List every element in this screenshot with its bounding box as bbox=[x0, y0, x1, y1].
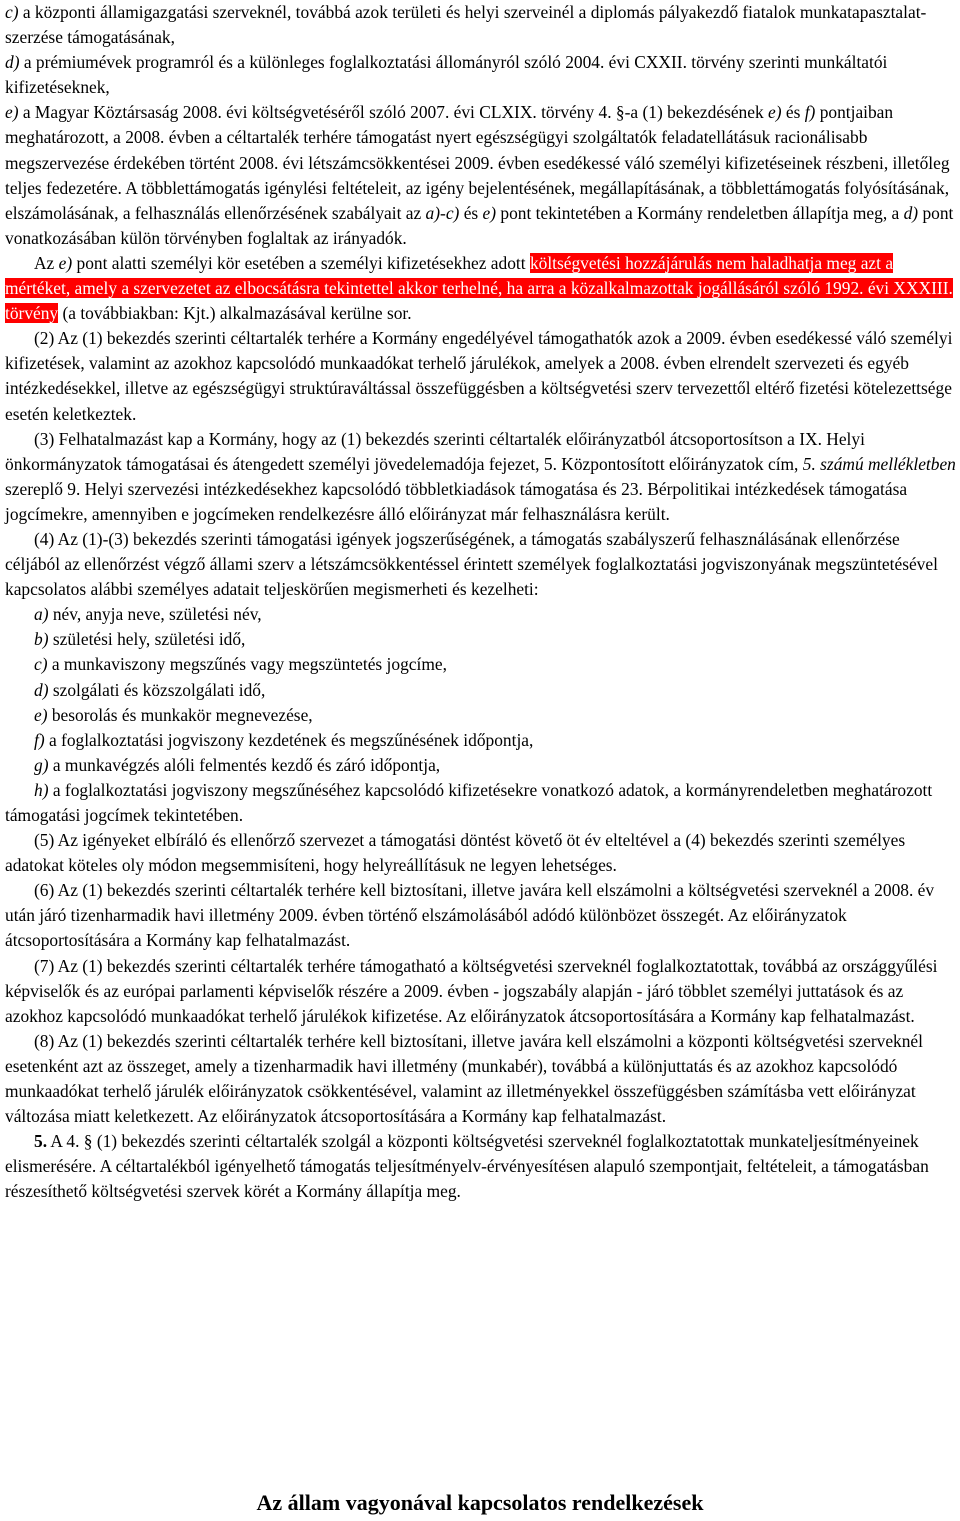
paragraph bbox=[5, 627, 957, 652]
paragraph bbox=[5, 728, 957, 753]
italic-reference: h) bbox=[34, 779, 49, 800]
text-run: Az bbox=[34, 252, 59, 273]
document-body bbox=[5, 0, 957, 1205]
text-run: a foglalkoztatási jogviszony kezdetének és megszűnésének időpontja, bbox=[44, 729, 534, 750]
italic-reference: e) bbox=[768, 102, 782, 123]
highlighted-text: költségvetési hozzájárulás nem haladhatja meg azt a mértéket, amely a szervezetet az elbocsátásra tekintettel akkor terhelné, ha arra a közalkalmazottak jogállásáról szóló 1992. évi XXXIII. törvény bbox=[5, 252, 953, 324]
italic-reference: d) bbox=[34, 679, 49, 700]
text-run: (5) Az igényeket elbíráló és ellenőrző szervezet a támogatási döntést követő öt év elteltével a (4) bekezdés szerinti személyes adatokat köteles oly módon megsemmisíteni, hogy helyreállításuk ne legyen lehetséges. bbox=[5, 830, 906, 876]
paragraph bbox=[5, 50, 957, 100]
paragraph bbox=[5, 427, 957, 527]
paragraph-list bbox=[5, 0, 957, 1205]
section-heading: Az állam vagyonával kapcsolatos rendelkezések bbox=[256, 1490, 704, 1515]
paragraph bbox=[5, 828, 957, 878]
text-run: a Magyar Köztársaság 2008. évi költségvetéséről szóló 2007. évi CLXIX. törvény 4. §-a (1) bekezdésének bbox=[18, 102, 769, 123]
paragraph bbox=[5, 0, 957, 50]
paragraph bbox=[5, 878, 957, 953]
paragraph bbox=[5, 954, 957, 1029]
paragraph bbox=[5, 1129, 957, 1204]
text-run: név, anyja neve, születési név, bbox=[48, 604, 262, 625]
text-run: pontjaiban meghatározott, a 2008. évben a céltartalék terhére támogatást nyert egészségügyi szolgáltatók feladatellátásuk racionálisabb megszervezése érdekében történt 2008. évi létszámcsökkentései 2009. évben esedékessé váló személyi kifizetéseinek részbeni, illetőleg teljes fedezetére. A többlettámogatás igénylési feltételeit, az igény bejelentésének, megállapításának, a többlettámogatás folyósításának, elszámolásának, a felhasználás ellenőrzésének szabályait az bbox=[5, 102, 950, 223]
text-run: szolgálati és közszolgálati idő, bbox=[48, 679, 266, 700]
paragraph bbox=[5, 678, 957, 703]
text-run: pont tekintetében a Kormány rendeletben állapítja meg, a bbox=[496, 202, 904, 223]
text-run: (a továbbiakban: Kjt.) alkalmazásával kerülne sor. bbox=[58, 303, 412, 324]
paragraph bbox=[5, 778, 957, 828]
paragraph bbox=[5, 652, 957, 677]
paragraph bbox=[5, 326, 957, 426]
paragraph bbox=[5, 703, 957, 728]
text-run: a munkaviszony megszűnés vagy megszüntetés jogcíme, bbox=[47, 654, 447, 675]
text-run: a munkavégzés alóli felmentés kezdő és záró időpontja, bbox=[48, 754, 441, 775]
text-run: pont vonatkozásában külön törvényben foglaltak az irányadók. bbox=[5, 202, 954, 248]
paragraph bbox=[5, 602, 957, 627]
paragraph bbox=[5, 251, 957, 326]
paragraph bbox=[5, 100, 957, 251]
text-run: (3) Felhatalmazást kap a Kormány, hogy az (1) bekezdés szerinti céltartalék előirányzatból átcsoportosítson a IX. Helyi önkormányzatok támogatásai és átengedett személyi jövedelemadója fejezet, 5. Központosított előirányzatok cím, bbox=[5, 428, 865, 474]
italic-reference: e) bbox=[482, 202, 497, 223]
text-run: (6) Az (1) bekezdés szerinti céltartalék terhére kell biztosítani, illetve javára kell elszámolni a költségvetési szerveknél a 2008. év után járó tizenharmadik havi illetmény 2009. évben történő elszámolásából adódó különbözet összegét. Az előirányzatok átcsoportosítására a Kormány kap felhatalmazást. bbox=[5, 880, 935, 951]
italic-reference: f) bbox=[34, 729, 45, 750]
paragraph bbox=[5, 1029, 957, 1129]
text-run: a prémiumévek programról és a különleges foglalkoztatási állományról szóló 2004. évi CXXII. törvény szerinti munkáltatói kifizetéseknek, bbox=[5, 52, 888, 98]
paragraph bbox=[5, 753, 957, 778]
italic-reference: f) bbox=[804, 102, 816, 123]
italic-reference: e) bbox=[5, 102, 19, 123]
italic-reference: g) bbox=[34, 754, 49, 775]
text-run: A 4. § (1) bekezdés szerinti céltartalék szolgál a központi költségvetési szerveknél foglalkoztatottak munkateljesítményeinek elismerésére. A céltartalékból igényelhető támogatás teljesítményelv-érvényesítésen alapuló szempontjait, feltételeit, a támogatásban részesíthető költségvetési szervek körét a Kormány állapítja meg. bbox=[5, 1131, 929, 1202]
italic-reference: e) bbox=[34, 704, 48, 725]
text-run: a foglalkoztatási jogviszony megszűnéséhez kapcsolódó kifizetésekre vonatkozó adatok, a kormányrendeletben meghatározott támogatási jogcímek tekintetében. bbox=[5, 779, 933, 825]
paragraph bbox=[5, 527, 957, 602]
text-run: (4) Az (1)-(3) bekezdés szerinti támogatási igények jogszerűségének, a támogatás szabályszerű felhasználásának ellenőrzése céljából az ellenőrzést végző állami szerv a létszámcsökkentéssel érintett személyek foglalkoztatási jogviszonyának megszüntetésével kapcsolatos alábbi személyes adatait teljeskörűen megismerheti és kezelheti: bbox=[5, 528, 938, 600]
text-run: pont alatti személyi kör esetében a személyi kifizetésekhez adott bbox=[72, 252, 530, 273]
italic-reference: e) bbox=[58, 252, 73, 273]
text-run: és bbox=[459, 202, 483, 223]
text-run: születési hely, születési idő, bbox=[48, 629, 246, 650]
text-run: és bbox=[781, 102, 805, 123]
italic-reference: a)-c) bbox=[425, 202, 460, 223]
italic-reference: d) bbox=[903, 202, 919, 223]
italic-reference: 5. számú mellékletben bbox=[802, 453, 956, 474]
text-run: szereplő 9. Helyi szervezési intézkedésekhez kapcsolódó többletkiadások támogatása és 23. Bérpolitikai intézkedések támogatása jogcímekre, amennyiben e jogcímeken rendelkezésre álló előirányzat már felhasználásra került. bbox=[5, 478, 908, 524]
text-run: besorolás és munkakör megnevezése, bbox=[47, 704, 313, 725]
text-run: (2) Az (1) bekezdés szerinti céltartalék terhére a Kormány engedélyével támogathatók azok a 2009. évben esedékessé váló személyi kifizetések, valamint az azokhoz kapcsolódó munkaadókat terhelő járulékok, amelyek a 2008. évben elrendelt szervezeti és egyéb intézkedésekkel, illetve az egészségügyi struktúraváltással összefüggésben a költségvetési szerv tervezettől eltérő fizetési kötelezettsége esetén keletkeztek. bbox=[5, 328, 953, 424]
section-number: 5. bbox=[34, 1131, 48, 1152]
text-run: a központi államigazgatási szerveknél, továbbá azok területi és helyi szerveinél a diplomás pályakezdő fiatalok munkatapasztalat-szerzése támogatásának, bbox=[5, 2, 927, 48]
italic-reference: b) bbox=[34, 629, 49, 650]
italic-reference: a) bbox=[34, 604, 49, 625]
italic-reference: c) bbox=[5, 2, 19, 22]
italic-reference: d) bbox=[5, 52, 20, 73]
text-run: (7) Az (1) bekezdés szerinti céltartalék terhére támogatható a költségvetési szerveknél foglalkoztatottak, továbbá az országgyűlési képviselők és az európai parlamenti képviselők részére a 2009. évben - jogszabály alapján - járó többlet személyi juttatások és az azokhoz kapcsolódó munkaadókat terhelő járulékok kifizetése. Az előirányzatok átcsoportosítására a Kormány kap felhatalmazást. bbox=[5, 955, 938, 1026]
italic-reference: c) bbox=[34, 654, 48, 675]
text-run: (8) Az (1) bekezdés szerinti céltartalék terhére kell biztosítani, illetve javára kell elszámolni a központi költségvetési szerveknél esetenként azt az összeget, amely a tizenharmadik havi illetmény (munkabér), továbbá a különjuttatás és az azokhoz kapcsolódó munkaadókat terhelő járulék előirányzatok csökkentésével, valamint az illetményekkel összefüggésben számításba vett előirányzat változása miatt keletkezett. Az előirányzatok átcsoportosítására a Kormány kap felhatalmazást. bbox=[5, 1030, 923, 1127]
